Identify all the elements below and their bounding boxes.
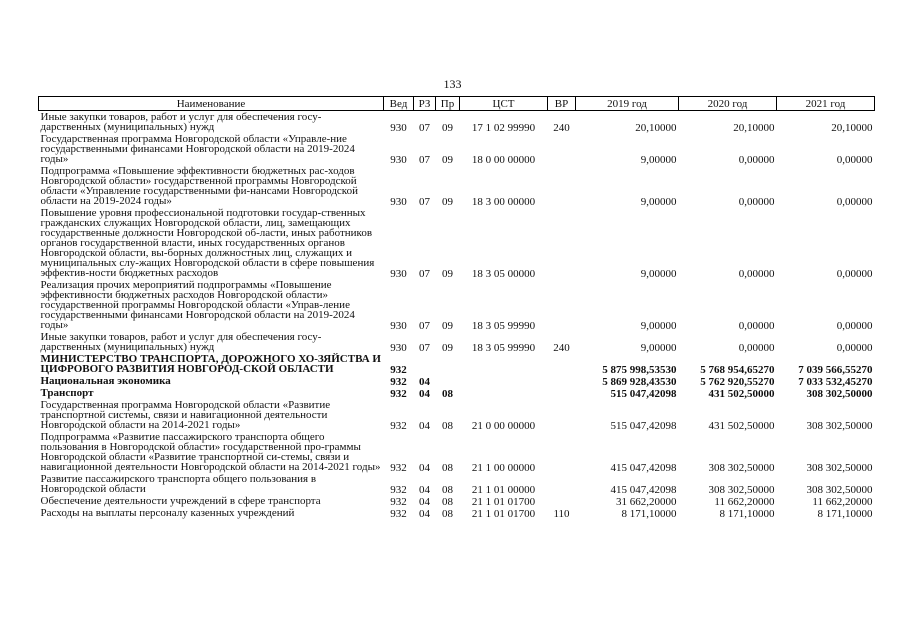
header-ved: Вед bbox=[384, 97, 414, 111]
cell-rz: 07 bbox=[419, 122, 430, 134]
cell-cst: 21 1 00 00000 bbox=[471, 462, 536, 474]
header-name: Наименование bbox=[39, 97, 384, 111]
cell-y2021: 0,00000 bbox=[836, 268, 873, 280]
header-cst: ЦСТ bbox=[460, 97, 548, 111]
cell-name: Транспорт bbox=[40, 387, 94, 399]
cell-pr: 09 bbox=[442, 342, 453, 354]
cell-cst bbox=[460, 387, 548, 399]
cell-y2021: 7 033 532,45270 bbox=[798, 376, 873, 388]
table-row bbox=[39, 495, 875, 507]
cell-name: Государственная программа Новгородской области «Развитие транспортной системы, связи и навигационной деятельности Новгородской области на 2014-2021 годы» bbox=[40, 399, 331, 431]
cell-vr bbox=[548, 399, 576, 431]
cell-name: Подпрограмма «Повышение эффективности бюджетных рас-ходов Новгородской области» государственной программы Новгородской области «Управление государственными фи-нансами Новгородской области на 2019-2024 годы» bbox=[40, 165, 358, 207]
cell-y2019: 9,00000 bbox=[640, 342, 677, 354]
cell-ved: 930 bbox=[390, 196, 407, 208]
cell-y2019: 9,00000 bbox=[640, 268, 677, 280]
cell-y2021: 8 171,10000 bbox=[817, 508, 873, 520]
cell-y2020: 0,00000 bbox=[738, 196, 775, 208]
cell-y2020: 11 662,20000 bbox=[714, 496, 775, 508]
table-row bbox=[39, 507, 875, 519]
cell-cst: 18 3 05 00000 bbox=[471, 268, 536, 280]
cell-rz: 07 bbox=[419, 342, 430, 354]
cell-rz: 04 bbox=[419, 388, 430, 400]
cell-vr: 240 bbox=[553, 122, 570, 134]
cell-y2019: 415 047,42098 bbox=[610, 484, 677, 496]
cell-y2020: 5 762 920,55270 bbox=[700, 376, 775, 388]
cell-cst: 18 3 00 00000 bbox=[471, 196, 536, 208]
cell-y2019: 5 875 998,53530 bbox=[602, 364, 677, 376]
cell-y2020: 0,00000 bbox=[738, 342, 775, 354]
cell-y2020: 0,00000 bbox=[738, 268, 775, 280]
cell-pr bbox=[436, 375, 460, 387]
cell-rz: 04 bbox=[419, 508, 430, 520]
table-row bbox=[39, 353, 875, 375]
cell-name: Подпрограмма «Развитие пассажирского транспорта общего пользования в Новгородской области» государственной про-граммы Новгородской области «Развитие транспортной си-стемы, связи и навигационной деятельности Новгородской области на 2014-2021 годы» bbox=[40, 431, 381, 473]
cell-cst bbox=[460, 353, 548, 375]
cell-vr: 110 bbox=[553, 508, 570, 520]
table-row bbox=[39, 375, 875, 387]
cell-rz: 07 bbox=[419, 154, 430, 166]
cell-y2021: 308 302,50000 bbox=[806, 462, 873, 474]
cell-name: Национальная экономика bbox=[40, 375, 171, 387]
header-pr: Пр bbox=[436, 97, 460, 111]
cell-name: Государственная программа Новгородской области «Управле-ние государственными финансами Новгородской области на 2019-2024 годы» bbox=[40, 133, 355, 165]
budget-table bbox=[38, 96, 875, 519]
cell-vr bbox=[548, 473, 576, 495]
cell-ved: 932 bbox=[390, 462, 407, 474]
cell-y2021: 0,00000 bbox=[836, 342, 873, 354]
cell-name: Иные закупки товаров, работ и услуг для обеспечения госу-дарственных (муниципальных) нужд bbox=[40, 331, 322, 353]
cell-name: Развитие пассажирского транспорта общего пользования в Новгородской области bbox=[40, 473, 317, 495]
table-row bbox=[39, 207, 875, 279]
table-row bbox=[39, 399, 875, 431]
table-row bbox=[39, 431, 875, 473]
cell-y2020: 8 171,10000 bbox=[719, 508, 775, 520]
cell-y2019: 9,00000 bbox=[640, 154, 677, 166]
cell-rz bbox=[414, 353, 436, 375]
cell-vr bbox=[548, 207, 576, 279]
cell-y2020: 308 302,50000 bbox=[708, 462, 775, 474]
cell-pr: 09 bbox=[442, 154, 453, 166]
cell-ved: 930 bbox=[390, 154, 407, 166]
header-2021: 2021 год bbox=[777, 97, 875, 111]
cell-y2021: 308 302,50000 bbox=[806, 388, 873, 400]
cell-vr bbox=[548, 375, 576, 387]
cell-pr bbox=[436, 353, 460, 375]
cell-y2020: 431 502,50000 bbox=[708, 388, 775, 400]
cell-y2021: 11 662,20000 bbox=[812, 496, 873, 508]
cell-vr bbox=[548, 279, 576, 331]
cell-y2019: 515 047,42098 bbox=[610, 388, 677, 400]
cell-y2021: 0,00000 bbox=[836, 196, 873, 208]
cell-cst: 21 1 01 00000 bbox=[471, 484, 536, 496]
cell-pr: 08 bbox=[442, 462, 453, 474]
table-body bbox=[39, 111, 875, 520]
table-row bbox=[39, 279, 875, 331]
cell-cst: 18 3 05 99990 bbox=[471, 342, 536, 354]
cell-y2021: 7 039 566,55270 bbox=[798, 364, 873, 376]
cell-y2021: 20,10000 bbox=[831, 122, 873, 134]
cell-pr: 09 bbox=[442, 122, 453, 134]
table-header bbox=[39, 97, 875, 111]
cell-pr: 08 bbox=[442, 508, 453, 520]
cell-rz: 04 bbox=[419, 420, 430, 432]
cell-y2021: 308 302,50000 bbox=[806, 420, 873, 432]
table-row bbox=[39, 387, 875, 399]
cell-ved: 932 bbox=[390, 388, 407, 400]
cell-pr: 08 bbox=[442, 420, 453, 432]
cell-ved: 930 bbox=[390, 268, 407, 280]
cell-cst: 17 1 02 99990 bbox=[471, 122, 536, 134]
cell-ved: 932 bbox=[390, 484, 407, 496]
table-row bbox=[39, 473, 875, 495]
cell-rz: 07 bbox=[419, 196, 430, 208]
cell-cst bbox=[460, 375, 548, 387]
cell-cst: 18 0 00 00000 bbox=[471, 154, 536, 166]
cell-vr: 240 bbox=[553, 342, 570, 354]
table-row bbox=[39, 111, 875, 134]
cell-ved: 932 bbox=[390, 376, 407, 388]
cell-vr bbox=[548, 133, 576, 165]
cell-vr bbox=[548, 353, 576, 375]
cell-pr: 08 bbox=[442, 496, 453, 508]
cell-y2021: 0,00000 bbox=[836, 154, 873, 166]
cell-y2020: 0,00000 bbox=[738, 154, 775, 166]
cell-ved: 932 bbox=[390, 420, 407, 432]
cell-rz: 07 bbox=[419, 320, 430, 332]
cell-ved: 930 bbox=[390, 122, 407, 134]
cell-vr bbox=[548, 495, 576, 507]
page-number: 133 bbox=[443, 77, 462, 91]
table-row bbox=[39, 331, 875, 353]
cell-rz: 04 bbox=[419, 376, 430, 388]
cell-rz: 04 bbox=[419, 462, 430, 474]
cell-name: Повышение уровня профессиональной подготовки государ-ственных гражданских служащих Новгородской области, лиц, замещающих государственные должности Новгородской об-ласти, иных работников органов государственной власти, иных государственных органов Новгородской области, вы-борных должностных лиц, служащих и муниципальных слу-жащих Новгородской области в сфере повышения эффектив-ности бюджетных расходов bbox=[40, 207, 375, 279]
cell-ved: 930 bbox=[390, 342, 407, 354]
cell-pr: 09 bbox=[442, 196, 453, 208]
cell-name: Реализация прочих мероприятий подпрограммы «Повышение эффективности бюджетных расходов Новгородской области» государственной программы Новгородской области «Управ-ление государственными финансами Новгородской области на 2019-2024 годы» bbox=[40, 279, 355, 331]
cell-cst: 18 3 05 99990 bbox=[471, 320, 536, 332]
cell-pr: 09 bbox=[442, 268, 453, 280]
cell-cst: 21 1 01 01700 bbox=[471, 496, 536, 508]
cell-y2019: 415 047,42098 bbox=[610, 462, 677, 474]
cell-y2019: 31 662,20000 bbox=[616, 496, 677, 508]
cell-ved: 932 bbox=[390, 496, 407, 508]
cell-rz: 07 bbox=[419, 268, 430, 280]
cell-vr bbox=[548, 431, 576, 473]
cell-y2021: 0,00000 bbox=[836, 320, 873, 332]
header-2020: 2020 год bbox=[679, 97, 777, 111]
cell-y2019: 515 047,42098 bbox=[610, 420, 677, 432]
cell-pr: 08 bbox=[442, 484, 453, 496]
cell-vr bbox=[548, 165, 576, 207]
cell-y2020: 431 502,50000 bbox=[708, 420, 775, 432]
cell-name: МИНИСТЕРСТВО ТРАНСПОРТА, ДОРОЖНОГО ХО-ЗЯЙСТВА И ЦИФРОВОГО РАЗВИТИЯ НОВГОРОД-СКОЙ ОБЛАСТИ bbox=[40, 353, 381, 375]
header-2019: 2019 год bbox=[576, 97, 679, 111]
cell-y2020: 5 768 954,65270 bbox=[700, 364, 775, 376]
table-row bbox=[39, 165, 875, 207]
header-rz: РЗ bbox=[414, 97, 436, 111]
cell-name: Расходы на выплаты персоналу казенных учреждений bbox=[40, 507, 295, 519]
cell-y2021: 308 302,50000 bbox=[806, 484, 873, 496]
cell-cst: 21 1 01 01700 bbox=[471, 508, 536, 520]
table-row bbox=[39, 133, 875, 165]
cell-y2020: 0,00000 bbox=[738, 320, 775, 332]
cell-y2020: 20,10000 bbox=[733, 122, 775, 134]
cell-name: Обеспечение деятельности учреждений в сфере транспорта bbox=[40, 495, 321, 507]
cell-y2019: 9,00000 bbox=[640, 196, 677, 208]
cell-pr: 08 bbox=[442, 388, 453, 400]
cell-ved: 932 bbox=[390, 364, 407, 376]
cell-y2019: 5 869 928,43530 bbox=[602, 376, 677, 388]
cell-ved: 930 bbox=[390, 320, 407, 332]
header-vr: ВР bbox=[548, 97, 576, 111]
cell-y2020: 308 302,50000 bbox=[708, 484, 775, 496]
cell-y2019: 20,10000 bbox=[635, 122, 677, 134]
cell-rz: 04 bbox=[419, 484, 430, 496]
cell-vr bbox=[548, 387, 576, 399]
cell-y2019: 9,00000 bbox=[640, 320, 677, 332]
cell-y2019: 8 171,10000 bbox=[621, 508, 677, 520]
cell-pr: 09 bbox=[442, 320, 453, 332]
cell-cst: 21 0 00 00000 bbox=[471, 420, 536, 432]
cell-name: Иные закупки товаров, работ и услуг для обеспечения госу-дарственных (муниципальных) нужд bbox=[40, 111, 322, 133]
cell-ved: 932 bbox=[390, 508, 407, 520]
cell-rz: 04 bbox=[419, 496, 430, 508]
